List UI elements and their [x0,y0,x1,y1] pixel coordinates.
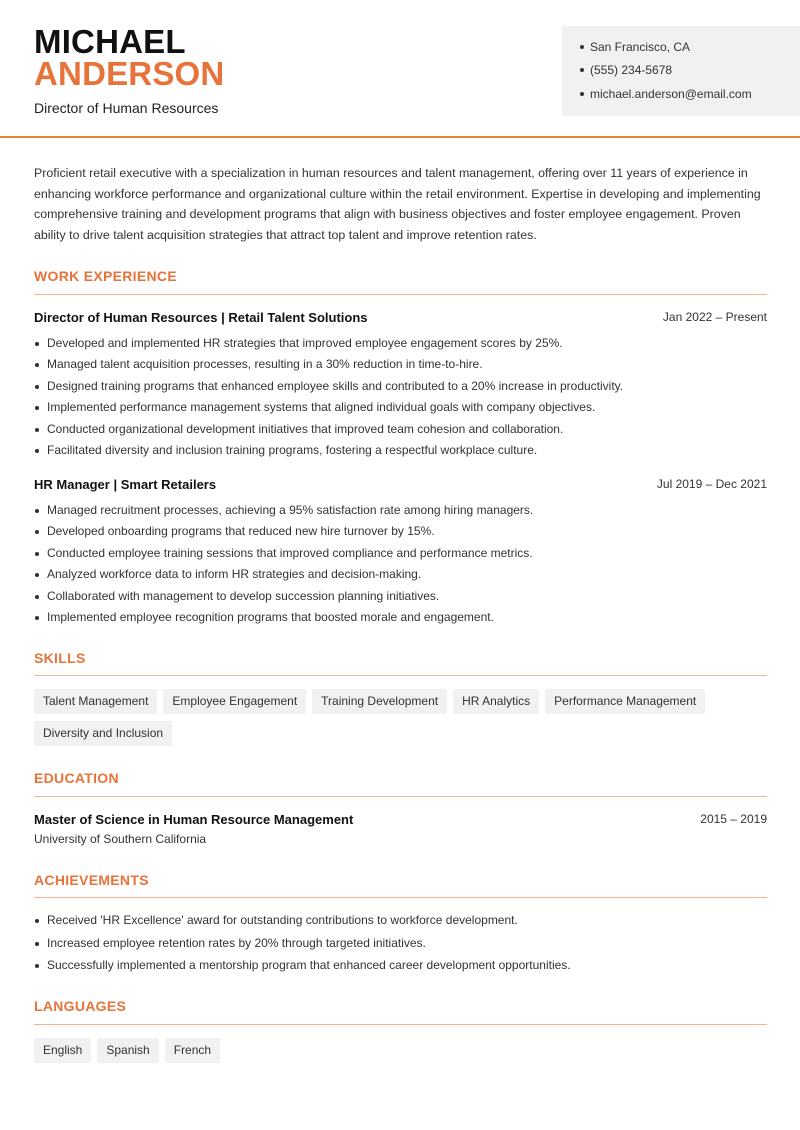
skill-tag: Training Development [312,689,447,714]
list-item: Implemented performance management systems that aligned individual goals with company objectives. [34,399,774,420]
section-divider [34,1024,767,1025]
achievements-list [34,912,774,980]
list-item: Developed and implemented HR strategies that improved employee engagement scores by 25%. [34,335,774,356]
job-2-title: HR Manager | Smart Retailers [34,477,217,492]
education-date: 2015 – 2019 [700,812,767,826]
job-1-date: Jan 2022 – Present [662,310,767,324]
contact-phone [580,63,672,77]
contact-location-text: San Francisco, CA [590,40,691,54]
education-degree: Master of Science in Human Resource Management [34,812,354,827]
section-divider [34,675,767,676]
contact-email [580,87,752,101]
skills-list [34,689,774,753]
education-heading: EDUCATION [34,770,119,786]
list-item: Conducted employee training sessions that improved compliance and performance metrics. [34,545,774,566]
section-divider [34,796,767,797]
work-experience-heading: WORK EXPERIENCE [34,268,177,284]
bullet-icon [580,92,584,96]
contact-email-text: michael.anderson@email.com [590,87,752,101]
job-1-title: Director of Human Resources | Retail Talent Solutions [34,310,368,325]
list-item: Designed training programs that enhanced employee skills and contributed to a 20% increase in productivity. [34,378,774,399]
education-school: University of Southern California [34,832,207,846]
job-2-date: Jul 2019 – Dec 2021 [656,477,767,491]
language-tag: Spanish [97,1038,158,1063]
skill-tag: HR Analytics [453,689,539,714]
contact-box [562,26,800,116]
summary-paragraph: Proficient retail executive with a specialization in human resources and talent management, offering over 11 years of experience in enhancing workforce performance and organizational culture within the retail environment. Expertise in developing and implementing comprehensive training and development programs that align with business objectives and foster employee engagement. Proven ability to drive talent acquisition strategies that attract top talent and improve retention rates. [34,166,761,243]
contact-location [580,40,690,54]
list-item: Increased employee retention rates by 20% through targeted initiatives. [34,935,774,958]
list-item: Managed talent acquisition processes, resulting in a 30% reduction in time-to-hire. [34,356,774,377]
languages-list [34,1038,774,1070]
list-item: Collaborated with management to develop succession planning initiatives. [34,588,774,609]
section-divider [34,897,767,898]
language-tag: English [34,1038,91,1063]
list-item: Analyzed workforce data to inform HR strategies and decision-making. [34,566,774,587]
list-item: Managed recruitment processes, achieving a 95% satisfaction rate among hiring managers. [34,502,774,523]
job-title-headline: Director of Human Resources [34,100,219,116]
list-item: Received 'HR Excellence' award for outstanding contributions to workforce development. [34,912,774,935]
last-name: ANDERSON [34,55,225,92]
contact-phone-text: (555) 234-5678 [590,63,673,77]
skill-tag: Talent Management [34,689,157,714]
list-item: Facilitated diversity and inclusion training programs, fostering a respectful workplace culture. [34,442,774,463]
bullet-icon [580,68,584,72]
list-item: Conducted organizational development initiatives that improved team cohesion and collaboration. [34,421,774,442]
list-item: Successfully implemented a mentorship program that enhanced career development opportunities. [34,957,774,980]
section-divider [34,294,767,295]
skill-tag: Diversity and Inclusion [34,721,172,746]
skill-tag: Employee Engagement [163,689,306,714]
resume-header [0,0,800,138]
list-item: Implemented employee recognition programs that boosted morale and engagement. [34,609,774,630]
languages-heading: LANGUAGES [34,998,127,1014]
job-2-bullets [34,502,774,630]
achievements-heading: ACHIEVEMENTS [34,872,149,888]
bullet-icon [580,45,584,49]
job-1-bullets [34,335,774,463]
skill-tag: Performance Management [545,689,705,714]
first-name: MICHAEL [34,23,186,60]
language-tag: French [165,1038,220,1063]
list-item: Developed onboarding programs that reduced new hire turnover by 15%. [34,523,774,544]
skills-heading: SKILLS [34,650,86,666]
